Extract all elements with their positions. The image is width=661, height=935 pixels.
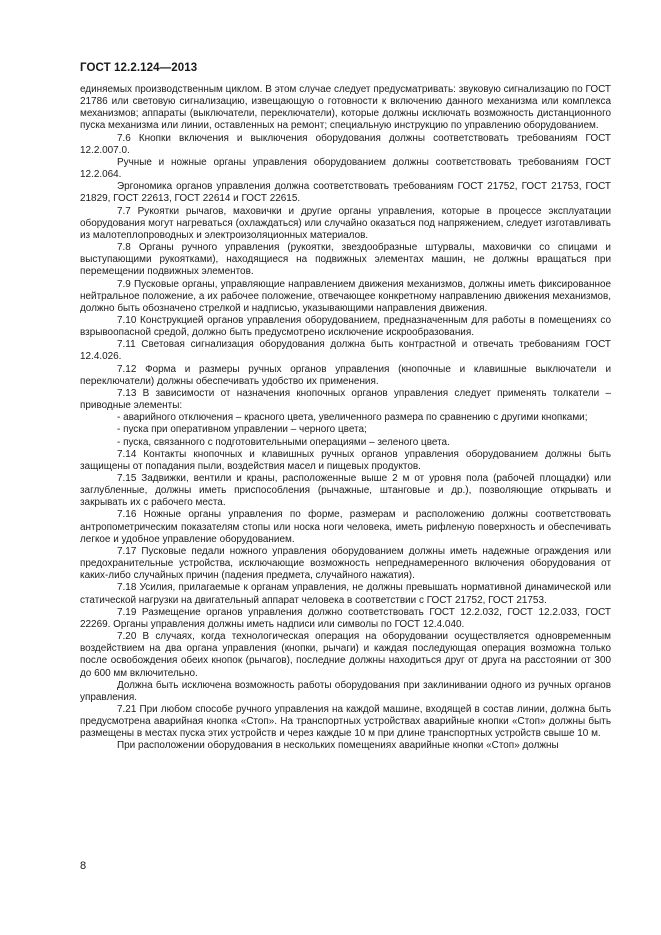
paragraph: 7.20 В случаях, когда технологическая операция на оборудовании осуществляется одновременным воздействием на два органа управления (кнопки, рычаги) и каждая последующая операция возможна только после освобождения обеих кнопок (рычагов), последние должны находиться друг от друга на расстоянии от 300 до 600 мм включительно. [80,631,611,679]
paragraph: 7.10 Конструкцией органов управления оборудованием, предназначенным для работы в помещениях со взрывоопасной средой, должно быть предусмотрено исключение искрообразования. [80,314,611,339]
paragraph: 7.9 Пусковые органы, управляющие направлением движения механизмов, должны иметь фиксированное нейтральное положение, а их рабочее положение, отвечающее конкретному направлению движения механизмов, должно быть обозначено стрелкой и надписью, указывающими направления движения. [80,278,611,314]
paragraph: 7.19 Размещение органов управления должно соответствовать ГОСТ 12.2.032, ГОСТ 12.2.033, ГОСТ 22269. Органы управления должны иметь надписи или символы по ГОСТ 12.4.040. [80,606,611,630]
paragraph: 7.15 Задвижки, вентили и краны, расположенные выше 2 м от уровня пола (рабочей площадки) или заглубленные, должны иметь приспособления (рычажные, штанговые и др.), позволяющие открывать и закрывать их с рабочего места. [80,473,611,509]
paragraph: 7.8 Органы ручного управления (рукоятки, звездообразные штурвалы, маховички со спицами и выступающими рукоятками), находящиеся на подвижных элементах машин, не должны вращаться при перемещении подвижных элементов. [80,242,611,278]
paragraph: - аварийного отключения – красного цвета, увеличенного размера по сравнению с другими кнопками; [117,412,588,424]
paragraph: 7.14 Контакты кнопочных и клавишных ручных органов управления оборудованием должны быть защищены от попадания пыли, воздействия масел и пищевых продуктов. [80,448,611,472]
paragraph: При расположении оборудования в нескольких помещениях аварийные кнопки «Стоп» должны [117,740,559,752]
paragraph: Ручные и ножные органы управления оборудованием должны соответствовать требованиям ГОСТ 12.2.064. [80,156,611,181]
paragraph: Эргономика органов управления должна соответствовать требованиям ГОСТ 21752, ГОСТ 21753, ГОСТ 21829, ГОСТ 22613, ГОСТ 22614 и ГОСТ 22615. [80,181,611,205]
paragraph: 7.11 Световая сигнализация оборудования должна быть контрастной и отвечать требованиям ГОСТ 12.4.026. [80,339,611,363]
paragraph: 7.21 При любом способе ручного управления на каждой машине, входящей в состав линии, должна быть предусмотрена аварийная кнопка «Стоп». На транспортных устройствах аварийные кнопки «Стоп» должны быть размещены в местах пуска этих устройств и через каждые 10 м при длине транспортных устройств свыше 10 м. [80,703,611,740]
paragraph: 7.18 Усилия, прилагаемые к органам управления, не должны превышать нормативной динамической или статической нагрузки на двигательный аппарат человека в соответствии с ГОСТ 21752, ГОСТ 21753. [80,582,611,606]
paragraph: 7.7 Рукоятки рычагов, маховички и другие органы управления, которые в процессе эксплуатации оборудования могут нагреваться (охлаждаться) или случайно оказаться под напряжением, следует изготавливать из малотеплопроводных и электроизоляционных материалов. [80,205,611,241]
paragraph: 7.17 Пусковые педали ножного управления оборудованием должны иметь надежные ограждения или предохранительные устройства, исключающие возможность непреднамеренного включения оборудования от каких-либо случайных причин (падения предмета, случайного нажатия). [80,545,611,582]
paragraph: 7.13 В зависимости от назначения кнопочных органов управления следует применять толкатели – приводные элементы: [80,387,611,412]
paragraph: 7.6 Кнопки включения и выключения оборудования должны соответствовать требованиям ГОСТ 12.2.007.0. [80,132,611,156]
paragraph: единяемых производственным циклом. В этом случае следует предусматривать: звуковую сигнализацию по ГОСТ 21786 или световую сигнализацию, извещающую о готовности к включению данного механизма или комплекса механизмов; аппараты (выключатели, переключатели), которые должны исключать возможность дистанционного пуска механизма или линии, оставленных на ремонт; специальную инструкцию по управлению оборудованием. [80,84,611,132]
paragraph: 7.12 Форма и размеры ручных органов управления (кнопочные и клавишные выключатели и переключатели) должны обеспечивать удобство их применения. [80,363,611,387]
paragraph: Должна быть исключена возможность работы оборудования при заклинивании одного из ручных органов управления. [80,679,611,703]
document-header: ГОСТ 12.2.124—2013 [80,62,198,74]
paragraph: - пуска при оперативном управлении – черного цвета; [117,424,367,436]
document-body [80,84,611,753]
paragraph: 7.16 Ножные органы управления по форме, размерам и расположению должны соответствовать антропометрическим показателям стопы или носка ноги человека, иметь рифленую поверхность и обеспечивать легкое и удобное управление оборудованием. [80,509,611,545]
paragraph: - пуска, связанного с подготовительными операциями – зеленого цвета. [117,436,450,448]
page-number: 8 [80,860,87,872]
